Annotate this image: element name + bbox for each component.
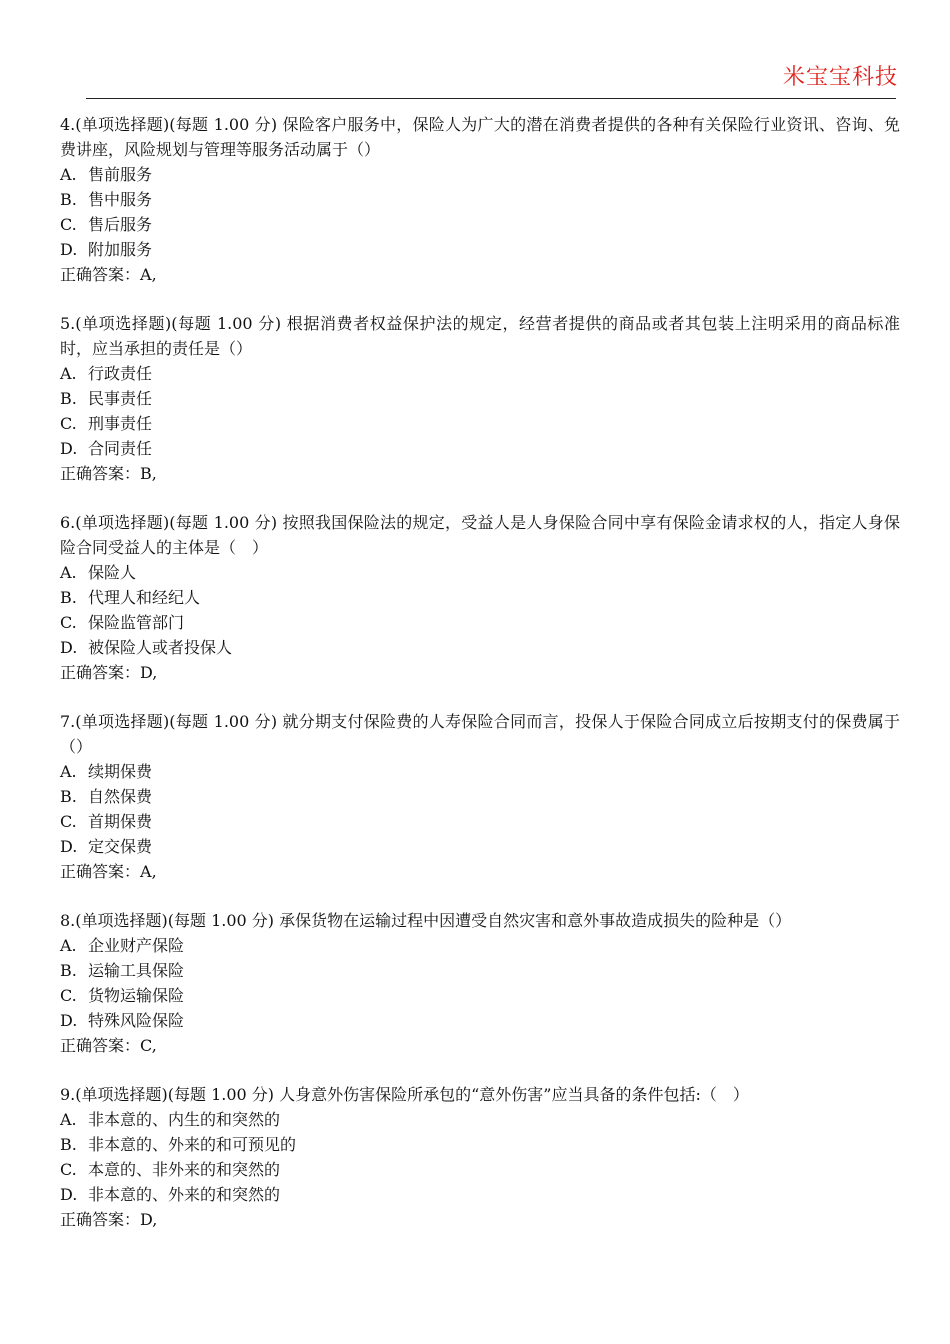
question-item [60,112,900,287]
answer-value: C, [140,1036,157,1055]
question-item [60,908,900,1058]
option-a [60,933,900,958]
option-b [60,958,900,983]
option-text: 保险监管部门 [88,613,185,632]
option-text: 代理人和经纪人 [88,588,201,607]
correct-answer [60,859,900,884]
answer-value: A, [140,265,157,284]
option-letter: A. [60,165,77,184]
question-item [60,709,900,884]
option-letter: A. [60,364,77,383]
question-stem: 7.(单项选择题)(每题 1.00 分) 就分期支付保险费的人寿保险合同而言，投保人于保险合同成立后按期支付的保费属于（） [60,712,900,756]
option-text: 被保险人或者投保人 [88,638,233,657]
question-stem: 5.(单项选择题)(每题 1.00 分) 根据消费者权益保护法的规定，经营者提供的商品或者其包装上注明采用的商品标准时，应当承担的责任是（） [60,314,900,358]
option-letter: C. [60,986,77,1005]
option-text: 定交保费 [88,837,153,856]
option-letter: B. [60,389,77,408]
answer-value: A, [140,862,157,881]
option-text: 售前服务 [88,165,153,184]
question-stem: 8.(单项选择题)(每题 1.00 分) 承保货物在运输过程中因遭受自然灾害和意外事故造成损失的险种是（） [60,911,792,930]
option-letter: B. [60,588,77,607]
option-c [60,212,900,237]
option-letter: A. [60,563,77,582]
correct-answer [60,1207,900,1232]
option-letter: A. [60,936,77,955]
option-letter: B. [60,961,77,980]
question-item [60,510,900,685]
option-a [60,560,900,585]
option-text: 附加服务 [88,240,153,259]
option-text: 特殊风险保险 [88,1011,185,1030]
answer-value: D, [140,663,158,682]
question-item [60,1082,900,1232]
option-c [60,610,900,635]
option-text: 非本意的、内生的和突然的 [88,1110,281,1129]
option-text: 非本意的、外来的和突然的 [88,1185,281,1204]
question-item [60,311,900,486]
answer-value: D, [140,1210,158,1229]
option-text: 企业财产保险 [88,936,185,955]
option-c [60,809,900,834]
option-text: 自然保费 [88,787,153,806]
option-b [60,585,900,610]
question-list [60,112,900,1256]
option-b [60,1132,900,1157]
answer-label: 正确答案： [60,862,141,881]
option-text: 首期保费 [88,812,153,831]
option-c [60,983,900,1008]
option-letter: C. [60,613,77,632]
answer-label: 正确答案： [60,663,141,682]
option-text: 续期保费 [88,762,153,781]
answer-value: B, [140,464,157,483]
option-text: 运输工具保险 [88,961,185,980]
option-letter: B. [60,787,77,806]
option-text: 货物运输保险 [88,986,185,1005]
option-d [60,237,900,262]
option-letter: D. [60,1011,78,1030]
option-text: 售中服务 [88,190,153,209]
option-d [60,436,900,461]
option-a [60,162,900,187]
answer-label: 正确答案： [60,464,141,483]
option-letter: C. [60,215,77,234]
header-divider [86,98,896,99]
option-letter: A. [60,762,77,781]
correct-answer [60,461,900,486]
option-d [60,1008,900,1033]
option-d [60,1182,900,1207]
correct-answer [60,660,900,685]
option-letter: D. [60,240,78,259]
option-letter: B. [60,190,77,209]
option-letter: D. [60,638,78,657]
option-b [60,187,900,212]
option-text: 售后服务 [88,215,153,234]
question-stem: 4.(单项选择题)(每题 1.00 分) 保险客户服务中，保险人为广大的潜在消费者提供的各种有关保险行业资讯、咨询、免费讲座，风险规划与管理等服务活动属于（） [60,115,900,159]
option-a [60,1107,900,1132]
question-stem: 6.(单项选择题)(每题 1.00 分) 按照我国保险法的规定，受益人是人身保险合同中享有保险金请求权的人，指定人身保险合同受益人的主体是（ ） [60,513,900,557]
option-b [60,784,900,809]
option-letter: C. [60,812,77,831]
option-c [60,1157,900,1182]
option-letter: D. [60,837,78,856]
option-letter: B. [60,1135,77,1154]
option-a [60,361,900,386]
answer-label: 正确答案： [60,265,141,284]
option-letter: A. [60,1110,77,1129]
option-d [60,834,900,859]
option-text: 保险人 [88,563,137,582]
brand-logo-text: 米宝宝科技 [782,65,898,90]
option-text: 本意的、非外来的和突然的 [88,1160,281,1179]
option-d [60,635,900,660]
option-text: 非本意的、外来的和可预见的 [88,1135,297,1154]
option-a [60,759,900,784]
question-stem: 9.(单项选择题)(每题 1.00 分) 人身意外伤害保险所承包的“意外伤害”应当具备的条件包括:（ ） [60,1085,749,1104]
option-text: 刑事责任 [88,414,153,433]
option-letter: D. [60,1185,78,1204]
option-letter: C. [60,414,77,433]
option-c [60,411,900,436]
option-text: 行政责任 [88,364,153,383]
correct-answer [60,262,900,287]
correct-answer [60,1033,900,1058]
option-text: 合同责任 [88,439,153,458]
option-letter: D. [60,439,78,458]
option-text: 民事责任 [88,389,153,408]
option-b [60,386,900,411]
option-letter: C. [60,1160,77,1179]
answer-label: 正确答案： [60,1036,141,1055]
answer-label: 正确答案： [60,1210,141,1229]
